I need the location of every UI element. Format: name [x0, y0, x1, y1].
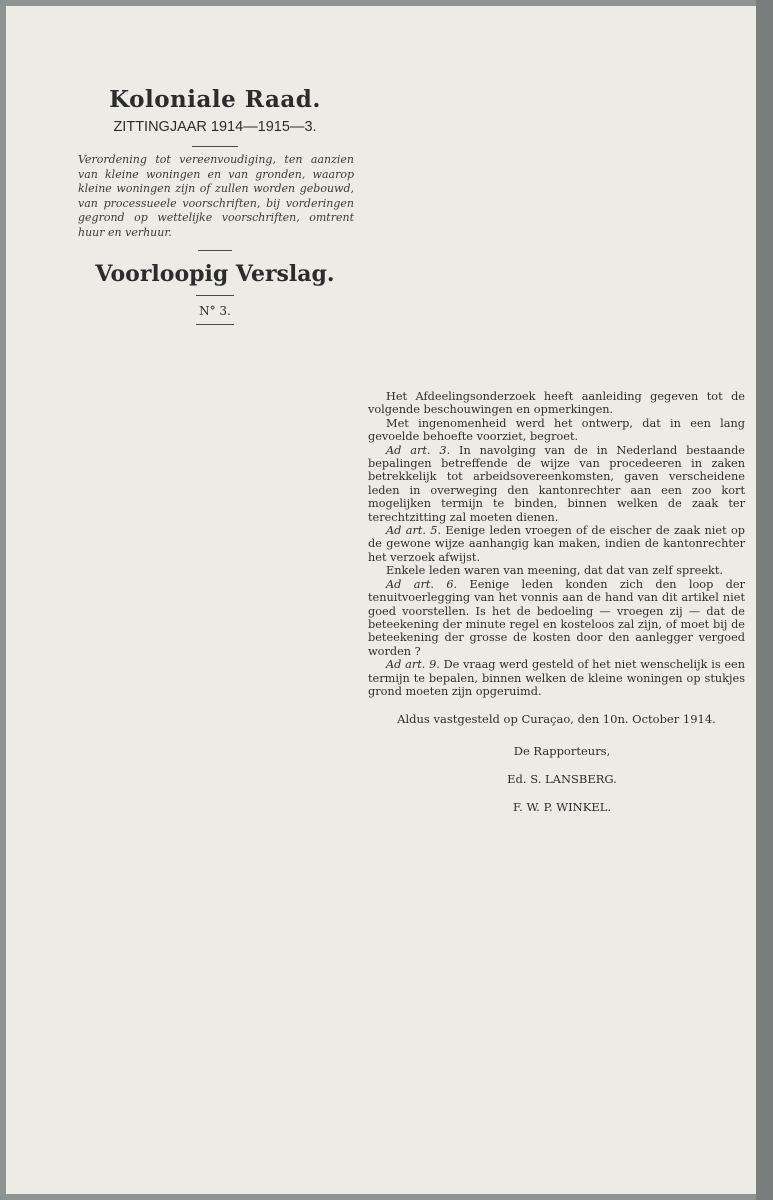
- article-label: Ad art. 9.: [386, 658, 440, 672]
- article-label: Ad art. 3.: [386, 443, 451, 457]
- article-text: De vraag werd gesteld of het niet wenschelijk is een termijn te bepalen, binnen welken de kleine woningen op stukjes grond moeten zijn opgeruimd.: [368, 658, 745, 698]
- paragraph-art-3: [368, 444, 745, 524]
- subject-description: Verordening tot vereenvoudiging, ten aanzien van kleine woningen en van gronden, waarop kleine woningen zijn of zullen worden gebouwd, van processueele voorschriften, bij vorderingen gegrond op wettelijke voorschriften, omtrent huur en verhuur.: [78, 153, 354, 239]
- council-title: Koloniale Raad.: [109, 86, 321, 113]
- paragraph: Met ingenomenheid werd het ontwerp, dat in een lang gevoelde behoefte voorziet, begroet.: [368, 416, 745, 444]
- signatory-2: F. W. P. WINKEL.: [512, 800, 612, 814]
- divider: [192, 146, 238, 147]
- rapporteurs-label: De Rapporteurs,: [513, 744, 611, 758]
- paragraph: Enkele leden waren van meening, dat dat van zelf spreekt.: [386, 564, 724, 578]
- article-label: Ad art. 5.: [386, 524, 442, 538]
- paragraph-art-5: [368, 524, 745, 564]
- divider: [196, 295, 234, 296]
- article-text: Eenige leden vroegen of de eischer de zaak niet op de gewone wijze aanhangig kan maken, indien de kantonrechter het verzoek afwijst.: [368, 524, 745, 564]
- divider: [196, 324, 234, 325]
- document-page: [6, 6, 764, 1194]
- article-text: Eenige leden konden zich den loop der tenuitvoerlegging van het vonnis aan de hand van dit artikel niet goed voorstellen. Is het de bedoeling — vroegen zij — dat de beteekening der minute regel en kosteloos zal zijn, of moet bij de beteekening der grosse de kosten door den aanlegger vergoed worden ?: [368, 577, 745, 658]
- page-edge: [756, 0, 773, 1200]
- document-number: N° 3.: [199, 304, 231, 318]
- paragraph-art-9: [368, 658, 745, 698]
- session-year: ZITTINGJAAR 1914—1915—3.: [113, 119, 317, 135]
- report-title: Voorloopig Verslag.: [95, 261, 335, 287]
- paragraph: Het Afdeelingsonderzoek heeft aanleiding gegeven tot de volgende beschouwingen en opmerkingen.: [368, 390, 745, 417]
- document-heading: [70, 86, 360, 325]
- paragraph-art-6: [368, 578, 745, 658]
- signatory-1: Ed. S. LANSBERG.: [507, 772, 617, 786]
- report-body: [368, 390, 745, 698]
- article-label: Ad art. 6.: [386, 577, 458, 591]
- place-date: Aldus vastgesteld op Curaçao, den 10n. October 1914.: [397, 712, 716, 726]
- article-text: In navolging van de in Nederland bestaande bepalingen betreffende de wijze van procedeeren in zaken betrekkelijk tot arbeidsovereenkomsten, gaven verscheidene leden in overweging den kantonrechter aan een zoo kort mogelijken termijn te binden, binnen welken de zaak ter terechtzitting zal moeten dienen.: [368, 443, 745, 524]
- divider: [198, 250, 232, 251]
